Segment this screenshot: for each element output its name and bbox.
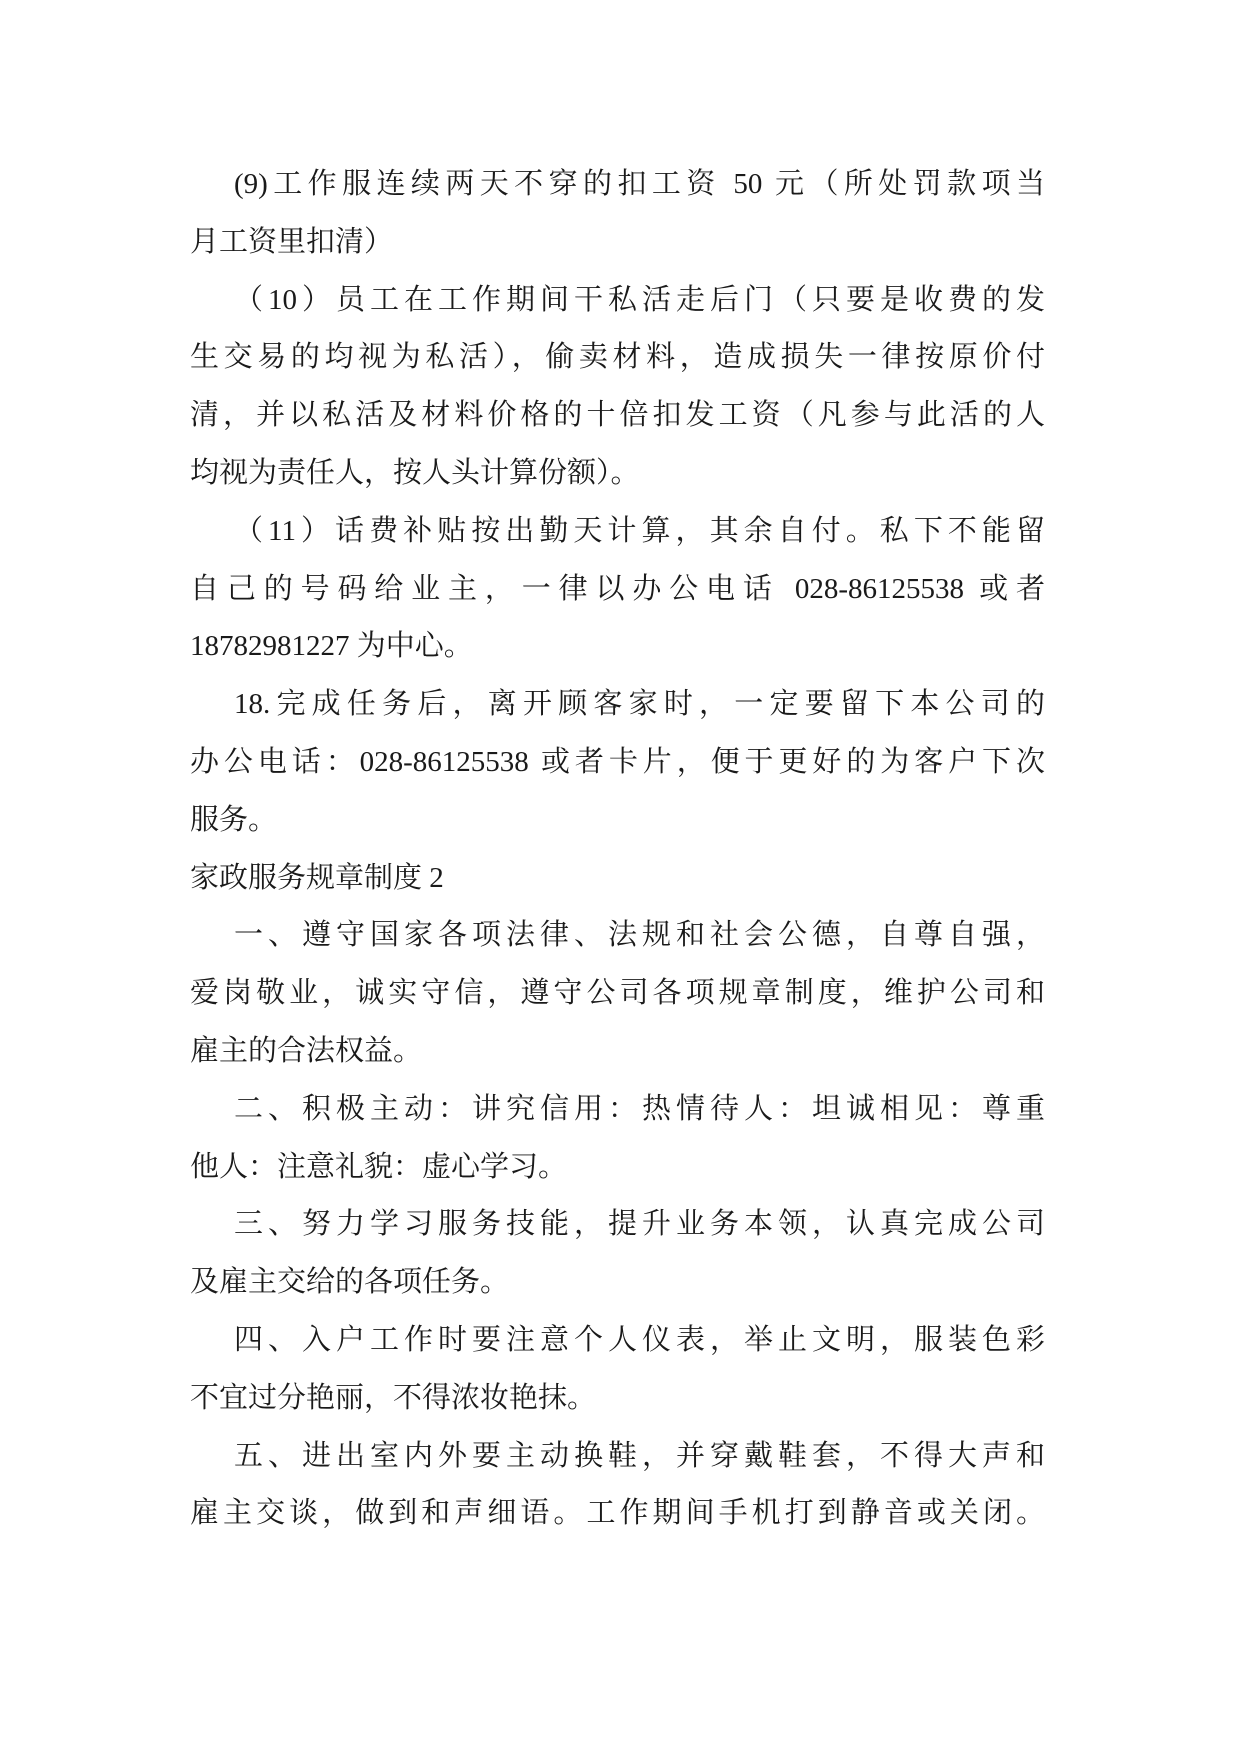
paragraph-line: 清，并以私活及材料价格的十倍扣发工资（凡参与此活的人: [190, 399, 1045, 432]
paragraph-line: 五、进出室内外要主动换鞋，并穿戴鞋套，不得大声和: [234, 1439, 1045, 1472]
paragraph-line: 爱岗敬业，诚实守信，遵守公司各项规章制度，维护公司和: [190, 977, 1045, 1010]
paragraph-line: （11）话费补贴按出勤天计算，其余自付。私下不能留: [234, 514, 1045, 547]
section-clause-3: [190, 1196, 1045, 1312]
rule-item-9: [190, 156, 1045, 272]
paragraph-line: 一、遵守国家各项法律、法规和社会公德，自尊自强，: [234, 919, 1045, 952]
section-clause-2: [190, 1081, 1045, 1197]
paragraph-line: 三、努力学习服务技能，提升业务本领，认真完成公司: [234, 1208, 1045, 1241]
rule-item-18: [190, 676, 1045, 849]
paragraph-line: (9)工作服连续两天不穿的扣工资 50 元（所处罚款项当: [234, 168, 1045, 200]
paragraph-line: 雇主交谈，做到和声细语。工作期间手机打到静音或关闭。: [190, 1497, 1045, 1530]
section-heading: 家政服务规章制度 2: [190, 861, 444, 894]
paragraph-line: 二、积极主动：讲究信用：热情待人：坦诚相见：尊重: [234, 1092, 1045, 1125]
paragraph-line: 办公电话：028-86125538 或者卡片，便于更好的为客户下次: [190, 745, 1045, 778]
paragraph-line: 月工资里扣清）: [190, 225, 394, 258]
section-clause-4: [190, 1312, 1045, 1428]
rule-item-11: [190, 503, 1045, 676]
paragraph-line: 四、入户工作时要注意个人仪表，举止文明，服装色彩: [234, 1323, 1045, 1356]
paragraph-line: 他人：注意礼貌：虚心学习。: [190, 1150, 568, 1183]
paragraph-line: 服务。: [190, 803, 278, 836]
paragraph-line: 18.完成任务后，离开顾客家时，一定要留下本公司的: [234, 688, 1045, 721]
paragraph-line: 生交易的均视为私活），偷卖材料，造成损失一律按原价付: [190, 341, 1045, 374]
paragraph-line: 雇主的合法权益。: [190, 1034, 423, 1067]
paragraph-line: 不宜过分艳丽，不得浓妆艳抹。: [190, 1381, 597, 1414]
paragraph-line: 自己的号码给业主，一律以办公电话 028-86125538 或者: [190, 572, 1045, 605]
paragraph-line: （10）员工在工作期间干私活走后门（只要是收费的发: [234, 283, 1045, 316]
paragraph-line: 18782981227 为中心。: [190, 630, 473, 663]
paragraph-line: 及雇主交给的各项任务。: [190, 1266, 510, 1299]
paragraph-line: 均视为责任人，按人头计算份额）。: [190, 456, 640, 489]
section-clause-1: [190, 907, 1045, 1080]
rule-item-10: [190, 272, 1045, 503]
document-body: [190, 156, 1045, 1543]
section-clause-5: [190, 1428, 1045, 1544]
